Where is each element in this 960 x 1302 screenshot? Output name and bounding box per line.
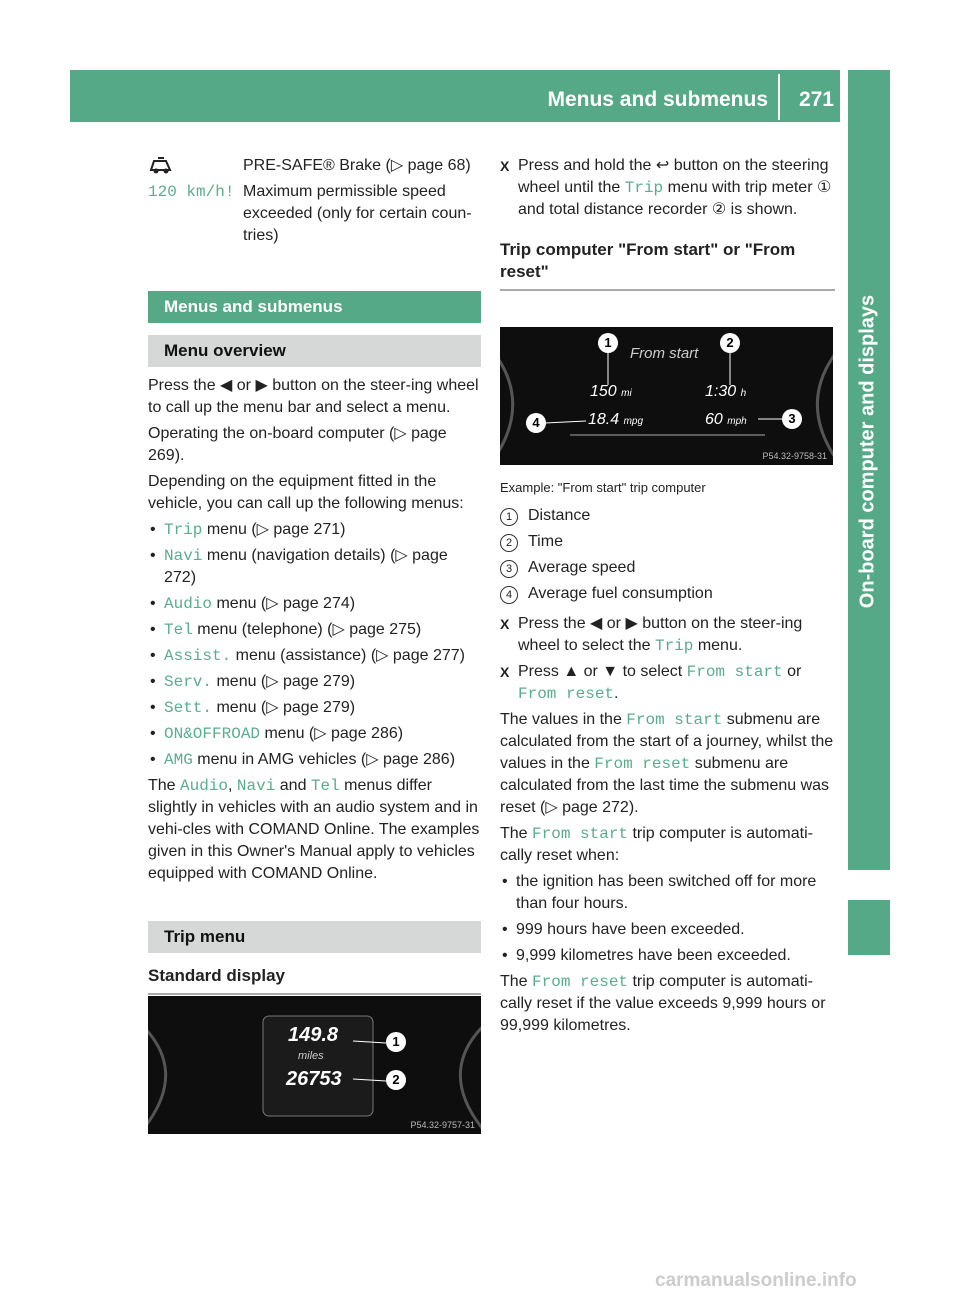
menu-code: Serv. xyxy=(164,673,213,691)
code-navi: Navi xyxy=(236,777,276,795)
distance-value: 150 xyxy=(590,383,617,400)
legend-number: 2 xyxy=(500,534,518,552)
image-caption: Example: "From start" trip computer xyxy=(500,480,706,495)
presafe-text: PRE-SAFE® Brake (▷ page 68) xyxy=(243,157,471,174)
code-from-reset: From reset xyxy=(594,755,691,773)
time-unit: h xyxy=(740,388,747,399)
header-title: Menus and submenus xyxy=(547,88,768,111)
menu-code: Audio xyxy=(164,595,213,613)
text: trip computer is automati-cally reset if the value exceeds 9,999 hours or 99,999 kilometres. xyxy=(500,973,826,1034)
legend-item xyxy=(500,531,835,553)
page-header xyxy=(70,70,840,122)
text: The xyxy=(500,973,533,990)
step-select-submenu xyxy=(500,661,835,705)
legend-number: 3 xyxy=(500,560,518,578)
list-item xyxy=(148,593,481,615)
menu-desc: menu (▷ page 286) xyxy=(260,725,404,742)
menu-code: Tel xyxy=(164,621,193,639)
legend-text: Distance xyxy=(528,507,591,524)
code-audio: Audio xyxy=(180,777,229,795)
menu-desc: menu (▷ page 274) xyxy=(212,595,356,612)
total-value: 26753 xyxy=(286,1068,342,1090)
list-item: • the ignition has been switched off for more than four hours. xyxy=(500,871,835,915)
fuel-value: 18.4 xyxy=(588,411,620,428)
text: The xyxy=(148,777,181,794)
speed-unit: mph xyxy=(727,416,747,427)
list-item: • 999 hours have been exceeded. xyxy=(500,919,835,941)
text: Press ▲ or ▼ to select xyxy=(518,663,687,680)
legend-item xyxy=(500,583,835,605)
callout-3: 3 xyxy=(782,409,802,429)
standard-display-image xyxy=(148,996,481,1134)
left-column xyxy=(148,155,481,1009)
callout-lines-2 xyxy=(500,327,833,465)
screen-title: From start xyxy=(630,345,699,362)
para-operating: Operating the on-board computer (▷ page 269). xyxy=(148,425,447,464)
menu-desc: menu in AMG vehicles (▷ page 286) xyxy=(192,751,456,768)
callout-1: 1 xyxy=(598,333,618,353)
text: menus differ slightly in vehicles with an audio system and in vehi-cles with COMAND Online. The examples given in this Owner's Manual apply to vehicles equipped with COMAND Online. xyxy=(148,777,480,882)
text: Press the ◀ or ▶ button on the steer-ing wheel to select the xyxy=(518,615,803,654)
para-differ xyxy=(148,775,481,885)
callout-2: 2 xyxy=(720,333,740,353)
speed-row xyxy=(148,181,481,251)
menu-desc: menu (▷ page 271) xyxy=(202,521,346,538)
text: . xyxy=(614,685,619,702)
code-from-start: From start xyxy=(532,825,629,843)
code-from-reset: From reset xyxy=(518,685,615,703)
text: , xyxy=(228,777,237,794)
trip-computer-image xyxy=(500,327,833,465)
text: trip computer is automati-cally reset when: xyxy=(500,825,813,864)
side-tab xyxy=(848,70,890,870)
para-values xyxy=(500,709,835,819)
callout-2: 2 xyxy=(386,1070,406,1090)
header-separator xyxy=(778,74,780,120)
legend-text: Time xyxy=(528,533,563,550)
image-code: P54.32-9758-31 xyxy=(762,451,827,461)
menu-desc: menu (▷ page 279) xyxy=(212,673,356,690)
side-marker xyxy=(848,900,890,955)
menu-desc: menu (▷ page 279) xyxy=(212,699,356,716)
text: or xyxy=(782,663,802,680)
list-item xyxy=(148,619,481,641)
subheading-trip-computer: Trip computer "From start" or "From reset" xyxy=(500,239,835,291)
menu-list xyxy=(148,519,481,771)
subheading-standard: Standard display xyxy=(148,965,481,995)
menu-code: AMG xyxy=(164,751,193,769)
para-auto-reset xyxy=(500,823,835,867)
text: and xyxy=(275,777,311,794)
speed-code: 120 km/h! xyxy=(148,183,235,201)
section-menu-overview: Menu overview xyxy=(148,335,481,367)
code-from-reset: From reset xyxy=(532,973,629,991)
fuel-unit: mpg xyxy=(623,416,644,427)
menu-code: Trip xyxy=(164,521,203,539)
presafe-row xyxy=(148,155,481,181)
legend-text: Average fuel consumption xyxy=(528,585,713,602)
list-item xyxy=(148,645,481,667)
code-from-start: From start xyxy=(626,711,723,729)
legend-number: 4 xyxy=(500,586,518,604)
list-item xyxy=(148,671,481,693)
text: The values in the xyxy=(500,711,627,728)
speed-text: Maximum permissible speed exceeded (only for certain coun-tries) xyxy=(243,183,472,244)
section-trip-menu: Trip menu xyxy=(148,921,481,953)
menu-code: ON&OFFROAD xyxy=(164,725,261,743)
watermark: carmanualsonline.info xyxy=(655,1270,857,1291)
legend-number: 1 xyxy=(500,508,518,526)
para-from-reset xyxy=(500,971,835,1037)
right-column xyxy=(500,155,835,305)
text: menu with trip meter ① and total distance recorder ② is shown. xyxy=(518,179,832,218)
callout-lines xyxy=(148,996,481,1134)
code-trip: Trip xyxy=(624,179,664,197)
para-depending: Depending on the equipment fitted in the vehicle, you can call up the following menus: xyxy=(148,473,464,512)
right-column-lower xyxy=(500,477,835,1041)
callout-1: 1 xyxy=(386,1032,406,1052)
text: Press and hold the ↩ button on the steering wheel until the xyxy=(518,157,829,196)
menu-code: Navi xyxy=(164,547,203,565)
para-press: Press the ◀ or ▶ button on the steer-ing wheel to call up the menu bar and select a menu. xyxy=(148,377,479,416)
menu-desc: menu (assistance) (▷ page 277) xyxy=(231,647,465,664)
list-item xyxy=(148,723,481,745)
side-label: On-board computer and displays xyxy=(856,294,879,609)
code-tel: Tel xyxy=(310,777,340,795)
legend-item xyxy=(500,557,835,579)
list-item xyxy=(148,545,481,589)
menu-desc: menu (navigation details) (▷ page 272) xyxy=(164,547,448,586)
text: menu. xyxy=(693,637,743,654)
image-code: P54.32-9757-31 xyxy=(410,1120,475,1130)
section-menus: Menus and submenus xyxy=(148,291,481,323)
trip-unit: miles xyxy=(298,1050,324,1062)
text: The xyxy=(500,825,533,842)
step-select-trip xyxy=(500,613,835,657)
list-item: • 9,999 kilometres have been exceeded. xyxy=(500,945,835,967)
distance-unit: mi xyxy=(621,388,632,399)
text: submenu are calculated from the start of a journey, whilst the values in the xyxy=(500,711,834,772)
menu-code: Sett. xyxy=(164,699,213,717)
menu-code: Assist. xyxy=(164,647,232,665)
step-press-hold xyxy=(500,155,835,221)
legend-item xyxy=(500,505,835,527)
code-trip: Trip xyxy=(654,637,694,655)
trip-value: 149.8 xyxy=(288,1024,339,1046)
reset-conditions xyxy=(500,871,835,967)
text: submenu are calculated from the last time the submenu was reset (▷ page 272). xyxy=(500,755,830,816)
list-item xyxy=(148,749,481,771)
list-item xyxy=(148,697,481,719)
speed-value: 60 xyxy=(705,411,723,428)
menu-desc: menu (telephone) (▷ page 275) xyxy=(192,621,422,638)
callout-4: 4 xyxy=(526,413,546,433)
code-from-start: From start xyxy=(686,663,783,681)
presafe-icon xyxy=(148,155,174,182)
page-number: 271 xyxy=(798,88,834,111)
time-value: 1:30 xyxy=(705,383,737,400)
list-item xyxy=(148,519,481,541)
legend-text: Average speed xyxy=(528,559,636,576)
